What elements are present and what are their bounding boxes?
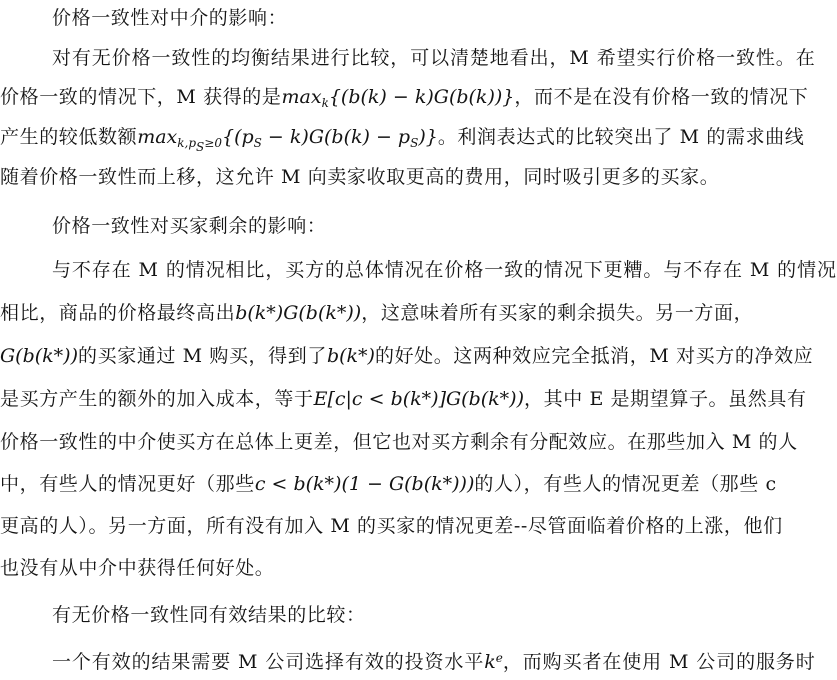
formula-efficient-investment: $k^e$ [484,651,503,673]
paragraph-line: 价格一致的情况下，M 获得的是$\max_k\{(b(k) - k)G(b(k))\}$，而不是在没有价格一致的情况下 [0,86,809,110]
formula-expected-cost: E[c|c < b(k*)]G(b(k*)) [313,388,524,410]
paragraph-line: 也没有从中介中获得任何好处。 [0,557,275,579]
heading-price-parity-intermediary: 价格一致性对中介的影响： [52,7,288,29]
formula-better-off-condition: c < b(k*)(1 − G(b(k*))) [254,473,475,495]
paragraph-line: 更高的人）。另一方面，所有没有加入 M 的买家的情况更差--尽管面临着价格的上涨，他们 [0,515,783,537]
paragraph-line: 中，有些人的情况更好（那些c < b(k*)(1 − G(b(k*)))的人），有些人的情况更差（那些 c [0,473,777,495]
paragraph-line: 对有无价格一致性的均衡结果进行比较，可以清楚地看出，M 希望实行价格一致性。在 [52,47,816,69]
heading-price-parity-buyer-surplus: 价格一致性对买家剩余的影响： [52,215,327,237]
formula-price-increase: b(k*)G(b(k*)) [235,302,362,324]
paragraph-line: 一个有效的结果需要 M 公司选择有效的投资水平$k^e$，而购买者在使用 M 公司的服务时 [52,651,816,673]
paragraph-line: 与不存在 M 的情况相比，买方的总体情况在价格一致的情况下更糟。与不存在 M 的情况 [52,259,837,281]
paragraph-line: 随着价格一致性而上移，这允许 M 向卖家收取更高的费用，同时吸引更多的买家。 [0,166,720,188]
formula-max-profit-no-parity: $\max_{k,p_S\ge 0}\{(p_S - k)G(b(k) - p_S)\}$ [137,126,438,154]
heading-parity-vs-efficient: 有无价格一致性同有效结果的比较： [52,604,366,626]
paragraph-line: 产生的较低数额$\max_{k,p_S\ge 0}\{(p_S - k)G(b(k) - p_S)\}$。利润表达式的比较突出了 M 的需求曲线 [0,126,805,154]
formula-benefit: b(k*) [326,345,375,367]
formula-max-profit-parity: $\max_k\{(b(k) - k)G(b(k))\}$ [281,86,515,110]
paragraph-line: 相比，商品的价格最终高出b(k*)G(b(k*))，这意味着所有买家的剩余损失。另一方面， [0,302,754,324]
paragraph-line: G(b(k*))的买家通过 M 购买，得到了b(k*)的好处。这两种效应完全抵消，M 对买方的净效应 [0,345,814,367]
paragraph-line: 是买方产生的额外的加入成本，等于E[c|c < b(k*)]G(b(k*))，其中 E 是期望算子。虽然具有 [0,388,807,410]
paragraph-line: 价格一致性的中介使买方在总体上更差，但它也对买方剩余有分配效应。在那些加入 M 的人 [0,431,798,453]
formula-buyer-share: G(b(k*)) [0,345,79,367]
